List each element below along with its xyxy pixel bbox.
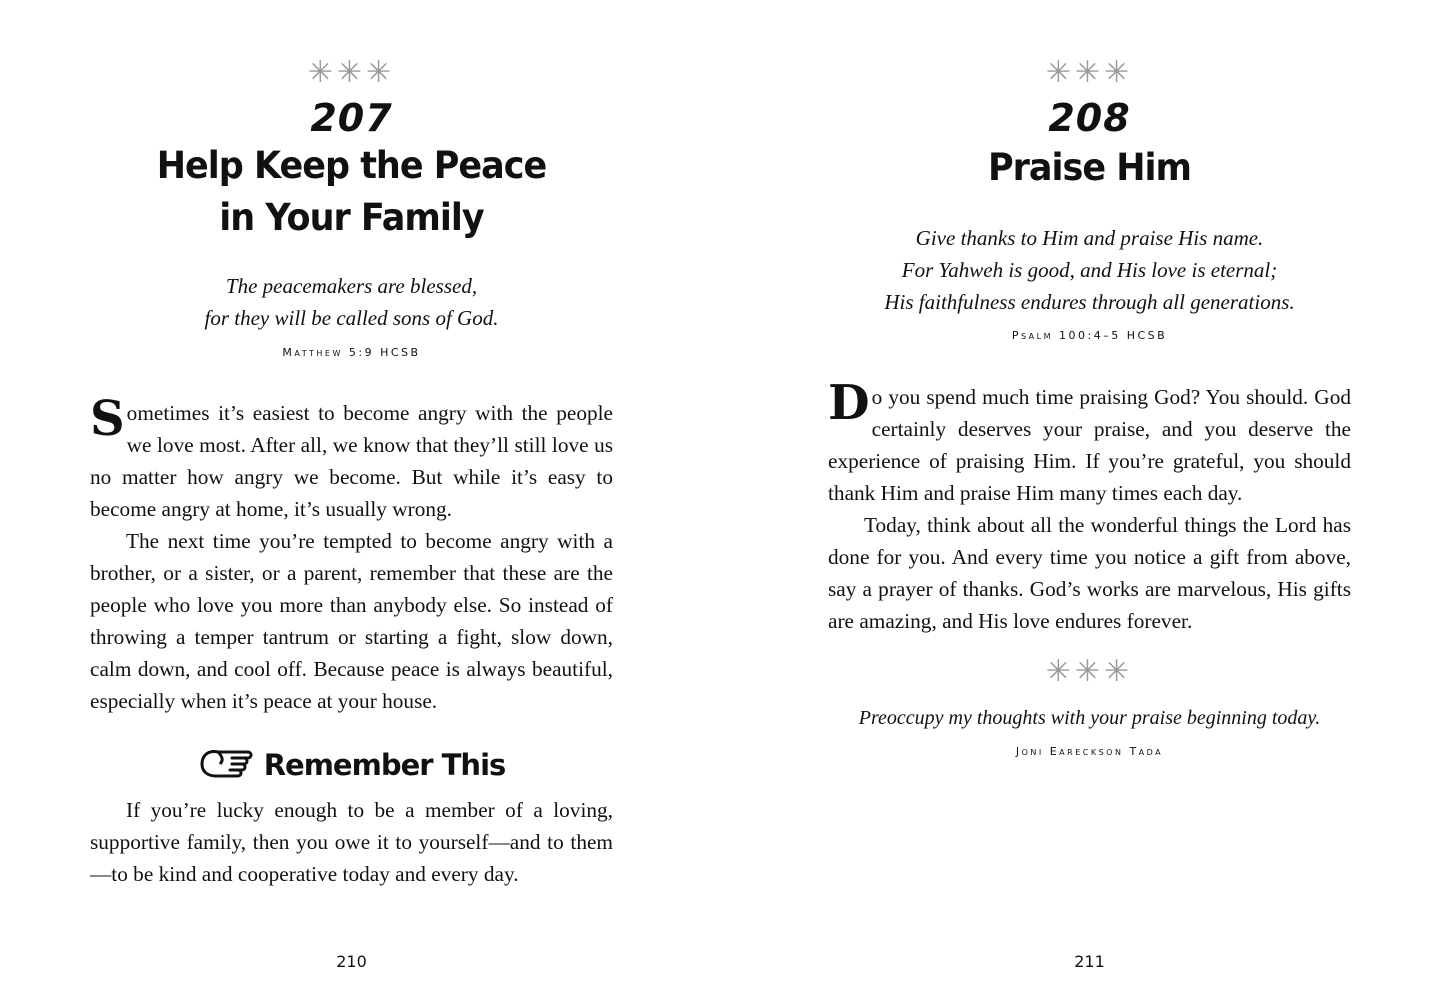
quote-author: Joni Eareckson Tada xyxy=(1015,745,1164,758)
title-line-1: Help Keep the Peace xyxy=(156,144,547,188)
body-paragraph-2: The next time you’re tempted to become angry with a brother, or a sister, or a parent, remember that these are the people who love you more than anybody else. So instead of throwing a temper tantrum or starting a fight, slow down, calm down, and cool off. Because peace is always beautiful, especially when it’s peace at your house. xyxy=(90,529,613,713)
devotion-body xyxy=(90,391,613,717)
remember-paragraph: If you’re lucky enough to be a member of a loving, supportive family, then you owe it to yourself—and to them—to be kind and cooperative today and every day. xyxy=(90,798,613,886)
left-page xyxy=(90,0,613,1008)
right-page xyxy=(828,0,1351,1008)
drop-cap: D xyxy=(828,375,870,431)
verse-line-1: Give thanks to Him and praise His name. xyxy=(915,226,1264,250)
remember-body xyxy=(90,794,613,890)
devotion-body xyxy=(828,375,1351,637)
page-number: 210 xyxy=(336,952,367,971)
drop-cap: S xyxy=(90,391,125,447)
pointing-hand-icon xyxy=(198,742,256,792)
scripture-citation: Matthew 5:9 HCSB xyxy=(282,346,421,359)
body-paragraph-1: Do you spend much time praising God? You should. God certainly deserves your praise, and you deserve the experience of praising Him. If you’re grateful, you should thank Him and praise Him many times each day. xyxy=(828,375,1351,505)
devotion-number: 208 xyxy=(1048,96,1131,140)
body-paragraph-2: Today, think about all the wonderful things the Lord has done for you. And every time you notice a gift from above, say a prayer of thanks. God’s works are marvelous, His gifts are amazing, and His love endures forever. xyxy=(828,513,1351,633)
devotion-number: 207 xyxy=(310,96,393,140)
verse-line-1: The peacemakers are blessed, xyxy=(225,274,478,298)
verse-line-3: His faithfulness endures through all generations. xyxy=(884,290,1295,314)
title-line-2: in Your Family xyxy=(219,196,484,240)
closing-quote: Preoccupy my thoughts with your praise beginning today. xyxy=(858,707,1321,729)
remember-heading-label: Remember This xyxy=(263,748,506,782)
body-paragraph-1: Sometimes it’s easiest to become angry with the people we love most. After all, we know that they’ll still love us no matter how angry we become. But while it’s easy to become angry at home, it’s usually wrong. xyxy=(90,391,613,521)
verse-line-2: for they will be called sons of God. xyxy=(204,306,499,330)
devotion-title: Praise Him xyxy=(987,146,1192,190)
star-ornament: ✳✳✳ xyxy=(307,55,396,90)
page-number: 211 xyxy=(1074,952,1105,971)
verse-line-2: For Yahweh is good, and His love is eternal; xyxy=(901,258,1278,282)
star-ornament-divider: ✳✳✳ xyxy=(1045,654,1134,689)
star-ornament: ✳✳✳ xyxy=(1045,55,1134,90)
devotion-title xyxy=(90,140,613,244)
scripture-verse xyxy=(828,222,1351,318)
scripture-verse xyxy=(90,270,613,334)
remember-heading xyxy=(90,742,613,792)
scripture-citation: Psalm 100:4–5 HCSB xyxy=(1011,329,1168,342)
